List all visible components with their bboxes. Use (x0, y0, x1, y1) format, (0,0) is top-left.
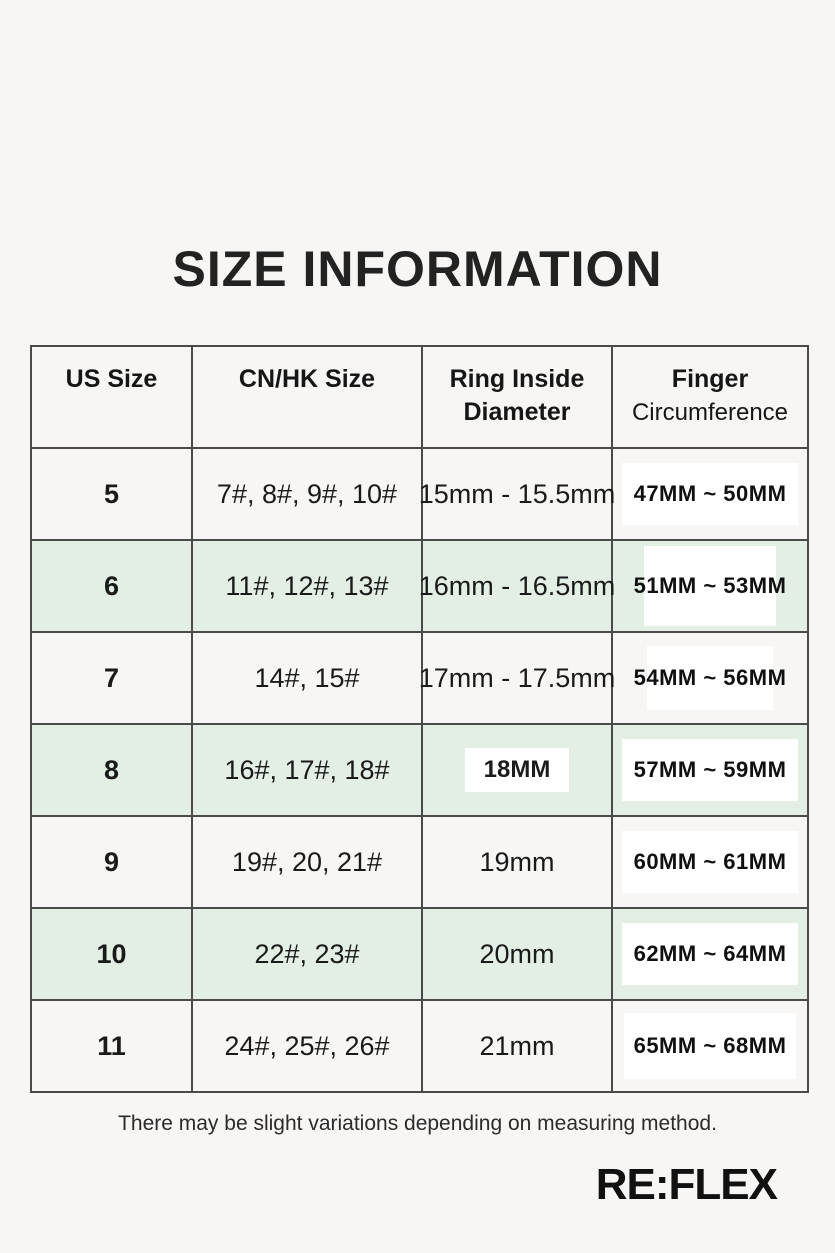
table-row (31, 632, 808, 724)
cnhk-size-value: 14#, 15# (254, 662, 360, 693)
us-size-cell (31, 724, 192, 816)
cnhk-size-cell (192, 448, 422, 540)
us-size-value: 10 (96, 938, 127, 969)
ring-inside-diameter-cell (422, 908, 612, 1000)
finger-circumference-value: 62MM ~ 64MM (633, 941, 787, 966)
circumference-wrap (613, 463, 807, 525)
diameter-wrap (418, 478, 616, 510)
finger-circumference-cell (612, 540, 808, 632)
column-header-cnhk-size (192, 346, 422, 448)
ring-inside-diameter-value: 19mm (479, 846, 555, 877)
us-size-cell (31, 540, 192, 632)
finger-circumference-cell (612, 724, 808, 816)
column-header-us-size (31, 346, 192, 448)
circumference-wrap (613, 739, 807, 801)
finger-circumference-patch (622, 923, 798, 985)
finger-circumference-cell (612, 1000, 808, 1092)
ring-inside-diameter-value: 17mm - 17.5mm (418, 662, 616, 693)
table-row (31, 448, 808, 540)
ring-inside-diameter-value: 15mm - 15.5mm (418, 478, 616, 509)
circumference-header-line1: Finger (671, 365, 749, 393)
us-size-cell (31, 816, 192, 908)
ring-inside-diameter-cell (422, 724, 612, 816)
cnhk-size-value: 11#, 12#, 13# (225, 570, 389, 601)
finger-circumference-value: 65MM ~ 68MM (633, 1033, 787, 1058)
finger-circumference-cell (612, 632, 808, 724)
finger-circumference-cell (612, 908, 808, 1000)
finger-circumference-cell (612, 816, 808, 908)
diameter-wrap (423, 939, 611, 970)
us-size-value: 6 (103, 570, 120, 601)
us-size-value: 9 (103, 846, 120, 877)
us-size-value: 11 (97, 1030, 126, 1061)
ring-inside-diameter-value: 16mm - 16.5mm (418, 570, 616, 601)
column-header-finger-circumference (612, 346, 808, 448)
us-size-value: 7 (103, 662, 120, 693)
circumference-wrap (613, 646, 807, 710)
diameter-wrap (423, 847, 611, 878)
us-size-header-label: US Size (65, 365, 158, 393)
us-size-cell (31, 908, 192, 1000)
column-header-ring-inside-diameter (422, 346, 612, 448)
circumference-wrap (613, 1013, 807, 1079)
cnhk-size-cell (192, 632, 422, 724)
footer-note: There may be slight variations depending on measuring method. (118, 1112, 717, 1135)
size-table-header (31, 346, 808, 448)
cnhk-size-cell (192, 540, 422, 632)
us-size-value: 5 (103, 478, 120, 509)
table-row (31, 540, 808, 632)
us-size-cell (31, 448, 192, 540)
table-row (31, 724, 808, 816)
finger-circumference-patch (622, 739, 798, 801)
ring-inside-diameter-value: 20mm (479, 938, 555, 969)
finger-circumference-value: 51MM ~ 53MM (633, 573, 787, 598)
size-table (30, 345, 809, 1093)
finger-circumference-patch (624, 1013, 796, 1079)
diameter-wrap (418, 570, 616, 602)
finger-circumference-patch (633, 646, 787, 710)
ring-inside-diameter-cell (418, 448, 616, 540)
cnhk-size-value: 19#, 20, 21# (231, 846, 383, 877)
finger-circumference-value: 60MM ~ 61MM (633, 849, 787, 874)
circumference-wrap (613, 923, 807, 985)
cnhk-size-cell (192, 816, 422, 908)
diameter-wrap (423, 748, 611, 792)
finger-circumference-patch (622, 831, 798, 893)
cnhk-size-cell (192, 908, 422, 1000)
diameter-wrap (418, 662, 616, 694)
ring-inside-diameter-value: 18MM (465, 748, 569, 792)
cnhk-size-value: 7#, 8#, 9#, 10# (216, 478, 398, 509)
finger-circumference-patch (633, 546, 787, 626)
circumference-wrap (613, 831, 807, 893)
finger-circumference-patch (622, 463, 798, 525)
finger-circumference-value: 54MM ~ 56MM (633, 665, 787, 690)
finger-circumference-value: 47MM ~ 50MM (633, 481, 787, 506)
size-table-body (31, 448, 808, 1092)
cnhk-size-value: 24#, 25#, 26# (224, 1030, 390, 1061)
cnhk-size-value: 16#, 17#, 18# (224, 754, 390, 785)
finger-circumference-cell (612, 448, 808, 540)
cnhk-size-cell (192, 724, 422, 816)
circumference-header-line2: Circumference (631, 399, 789, 426)
table-row (31, 908, 808, 1000)
circumference-wrap (613, 546, 807, 626)
ring-inside-diameter-value: 21mm (479, 1030, 555, 1061)
finger-circumference-value: 57MM ~ 59MM (633, 757, 787, 782)
ring-inside-diameter-cell (418, 540, 616, 632)
page-title: SIZE INFORMATION (172, 241, 663, 297)
header-row (31, 346, 808, 448)
diameter-wrap (423, 1031, 611, 1062)
us-size-value: 8 (103, 754, 120, 785)
table-row (31, 1000, 808, 1092)
brand-logo: RE:FLEX (595, 1160, 777, 1209)
diameter-header-line2: Diameter (463, 398, 571, 426)
cnhk-size-value: 22#, 23# (254, 938, 360, 969)
ring-inside-diameter-cell (422, 816, 612, 908)
ring-inside-diameter-cell (418, 632, 616, 724)
cnhk-size-header-label: CN/HK Size (238, 365, 376, 393)
ring-inside-diameter-cell (422, 1000, 612, 1092)
table-row (31, 816, 808, 908)
diameter-header-line1: Ring Inside (449, 365, 585, 393)
us-size-cell (31, 1000, 192, 1092)
cnhk-size-cell (192, 1000, 422, 1092)
us-size-cell (31, 632, 192, 724)
